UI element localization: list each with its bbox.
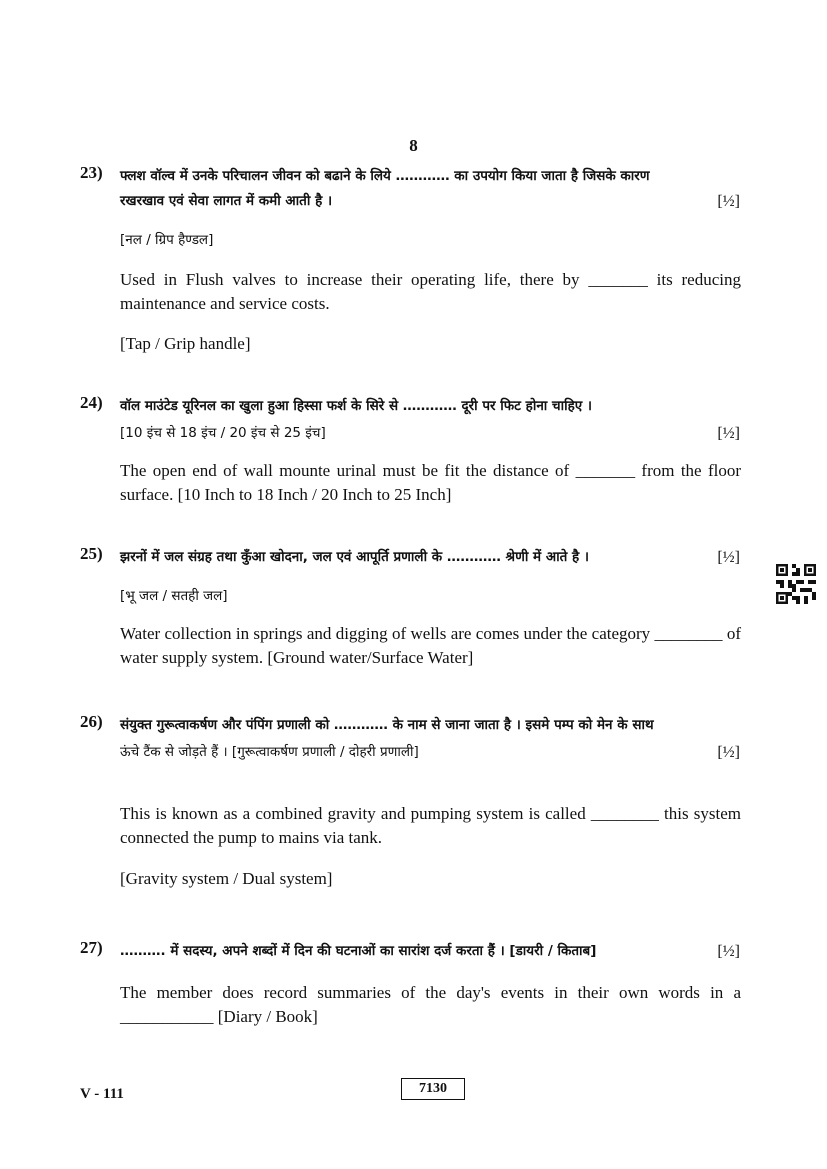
hindi-options: [भू जल / सतही जल] — [120, 588, 228, 604]
english-options: [Tap / Grip handle] — [120, 334, 251, 353]
question-number: 24) — [80, 393, 103, 412]
question-26 — [80, 712, 742, 891]
hindi-text: वॉल माउंटेड यूरिनल का खुला हुआ हिस्सा फर्श के सिरे से ………… दूरी पर फिट होना चाहिए । — [120, 398, 593, 414]
hindi-text: झरनों में जल संग्रह तथा कुँआ खोदना, जल एवं आपूर्ति प्रणाली के ………… श्रेणी में आते है । — [120, 549, 589, 565]
marks: [½] — [717, 193, 740, 210]
hindi-text: ऊंचे टैंक से जोड़ते हैं । [गुरूत्वाकर्षण प्रणाली / दोहरी प्रणाली] — [120, 744, 419, 760]
english-text: The member does record summaries of the day's events in their own words in a ___________ [Diary / Book] — [120, 983, 741, 1026]
marks: [½] — [717, 549, 740, 566]
page-number: 8 — [409, 136, 418, 155]
english-text: This is known as a combined gravity and pumping system is called ________ this system connected the pump to mains via tank. — [120, 804, 741, 847]
question-number: 27) — [80, 938, 103, 957]
question-number: 25) — [80, 544, 103, 563]
question-25 — [80, 544, 742, 670]
english-options: [Gravity system / Dual system] — [120, 869, 333, 888]
hindi-options: [नल / ग्रिप हैण्डल] — [120, 232, 214, 248]
english-text: The open end of wall mounte urinal must be fit the distance of _______ from the floor surface. [10 Inch to 18 Inch / 20 Inch to 25 Inch] — [120, 461, 741, 504]
hindi-text: रखरखाव एवं सेवा लागत में कमी आती है । — [120, 193, 333, 209]
paper-serial-box: 7130 — [401, 1078, 465, 1100]
qr-code-icon — [776, 564, 816, 604]
english-text: Water collection in springs and digging of wells are comes under the category ________ of water supply system. [Ground water/Surface Water] — [120, 624, 741, 667]
question-23 — [80, 163, 742, 356]
english-text: Used in Flush valves to increase their operating life, there by _______ its reducing maintenance and service costs. — [120, 270, 741, 313]
hindi-text: [10 इंच से 18 इंच / 20 इंच से 25 इंच] — [120, 425, 326, 441]
question-27 — [80, 938, 742, 1029]
paper-code: V - 111 — [80, 1086, 124, 1102]
question-number: 23) — [80, 163, 103, 182]
marks: [½] — [717, 943, 740, 960]
question-24 — [80, 393, 742, 507]
marks: [½] — [717, 744, 740, 761]
question-number: 26) — [80, 712, 103, 731]
hindi-text: फ्लश वॉल्व में उनके परिचालन जीवन को बढाने के लिये ………… का उपयोग किया जाता है जिसके कारण — [120, 168, 650, 184]
hindi-text: ………. में सदस्य, अपने शब्दों में दिन की घटनाओं का सारांश दर्ज करता हैं । [डायरी / किताब] — [120, 943, 597, 959]
hindi-text: संयुक्त गुरूत्वाकर्षण और पंपिंग प्रणाली को ………… के नाम से जाना जाता है । इसमे पम्प को मेन के साथ — [120, 717, 654, 733]
marks: [½] — [717, 425, 740, 442]
